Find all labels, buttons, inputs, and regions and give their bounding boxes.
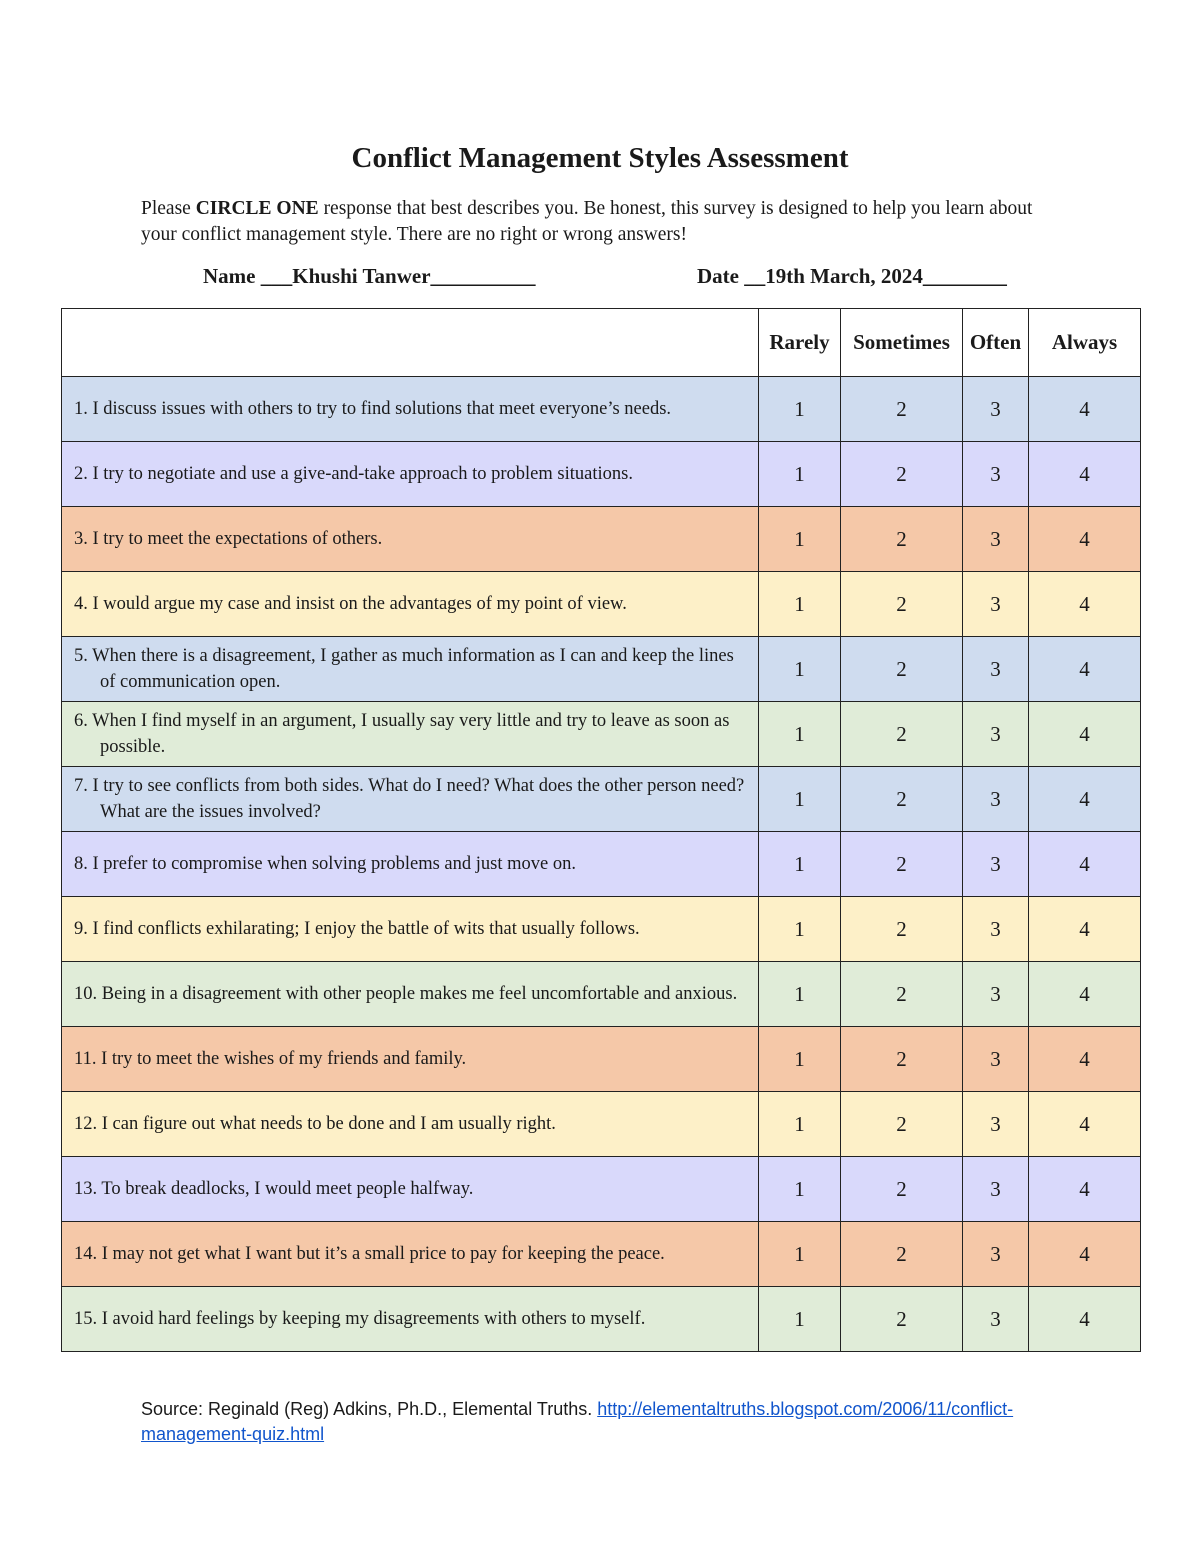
table-row: [62, 572, 1141, 637]
response-option-sometimes[interactable]: 2: [841, 637, 963, 702]
question-text: 14. I may not get what I want but it’s a small price to pay for keeping the peace.: [74, 1244, 665, 1264]
table-row: [62, 1027, 1141, 1092]
table-row: [62, 1222, 1141, 1287]
survey-body: [62, 377, 1141, 1352]
response-option-often[interactable]: 3: [963, 507, 1029, 572]
response-option-sometimes[interactable]: 2: [841, 832, 963, 897]
table-row: [62, 1092, 1141, 1157]
question-text: 13. To break deadlocks, I would meet people halfway.: [74, 1179, 474, 1199]
question-cell: [62, 897, 759, 962]
table-row: [62, 637, 1141, 702]
question-cell: [62, 962, 759, 1027]
response-option-rarely[interactable]: 1: [759, 507, 841, 572]
response-option-always[interactable]: 4: [1029, 832, 1141, 897]
response-option-always[interactable]: 4: [1029, 507, 1141, 572]
name-date-row: [0, 264, 1200, 294]
response-option-rarely[interactable]: 1: [759, 702, 841, 767]
column-header-often: Often: [963, 309, 1029, 377]
response-option-sometimes[interactable]: 2: [841, 1027, 963, 1092]
response-option-often[interactable]: 3: [963, 1287, 1029, 1352]
question-text: 3. I try to meet the expectations of others.: [74, 529, 383, 549]
table-row: [62, 897, 1141, 962]
response-option-often[interactable]: 3: [963, 572, 1029, 637]
response-option-rarely[interactable]: 1: [759, 442, 841, 507]
source-text: Source: Reginald (Reg) Adkins, Ph.D., Elemental Truths.: [141, 1399, 598, 1419]
response-option-rarely[interactable]: 1: [759, 1157, 841, 1222]
response-option-sometimes[interactable]: 2: [841, 442, 963, 507]
instructions-pre: Please: [141, 198, 196, 219]
response-option-often[interactable]: 3: [963, 832, 1029, 897]
question-cell: [62, 1287, 759, 1352]
response-option-often[interactable]: 3: [963, 1027, 1029, 1092]
question-text: 6. When I find myself in an argument, I usually say very little and try to leave as soon as possible.: [74, 711, 730, 757]
response-option-always[interactable]: 4: [1029, 1027, 1141, 1092]
question-cell: [62, 832, 759, 897]
question-cell: [62, 507, 759, 572]
table-row: [62, 1157, 1141, 1222]
response-option-sometimes[interactable]: 2: [841, 1287, 963, 1352]
response-option-sometimes[interactable]: 2: [841, 377, 963, 442]
instructions: [141, 196, 1061, 248]
response-option-rarely[interactable]: 1: [759, 767, 841, 832]
response-option-often[interactable]: 3: [963, 897, 1029, 962]
response-option-always[interactable]: 4: [1029, 442, 1141, 507]
table-row: [62, 832, 1141, 897]
column-header-always: Always: [1029, 309, 1141, 377]
response-option-often[interactable]: 3: [963, 637, 1029, 702]
response-option-always[interactable]: 4: [1029, 897, 1141, 962]
question-cell: [62, 1092, 759, 1157]
response-option-always[interactable]: 4: [1029, 1157, 1141, 1222]
question-cell: [62, 767, 759, 832]
instructions-emphasis: CIRCLE ONE: [195, 198, 319, 219]
table-row: [62, 1287, 1141, 1352]
question-text: 1. I discuss issues with others to try to find solutions that meet everyone’s needs.: [74, 399, 672, 419]
question-cell: [62, 442, 759, 507]
response-option-always[interactable]: 4: [1029, 1222, 1141, 1287]
question-cell: [62, 1027, 759, 1092]
response-option-rarely[interactable]: 1: [759, 897, 841, 962]
response-option-sometimes[interactable]: 2: [841, 1222, 963, 1287]
response-option-sometimes[interactable]: 2: [841, 767, 963, 832]
question-text: 9. I find conflicts exhilarating; I enjoy the battle of wits that usually follows.: [74, 919, 640, 939]
response-option-often[interactable]: 3: [963, 1222, 1029, 1287]
question-text: 12. I can figure out what needs to be done and I am usually right.: [74, 1114, 556, 1134]
response-option-sometimes[interactable]: 2: [841, 702, 963, 767]
question-text: 2. I try to negotiate and use a give-and-take approach to problem situations.: [74, 464, 633, 484]
table-row: [62, 377, 1141, 442]
response-option-always[interactable]: 4: [1029, 1092, 1141, 1157]
question-cell: [62, 1157, 759, 1222]
response-option-rarely[interactable]: 1: [759, 572, 841, 637]
response-option-sometimes[interactable]: 2: [841, 507, 963, 572]
response-option-rarely[interactable]: 1: [759, 1287, 841, 1352]
instructions-post: response that best describes you. Be honest, this survey is designed to help you learn about your conflict management style. There are no right or wrong answers!: [141, 198, 1033, 245]
response-option-always[interactable]: 4: [1029, 637, 1141, 702]
response-option-rarely[interactable]: 1: [759, 637, 841, 702]
page-title: Conflict Management Styles Assessment: [351, 142, 849, 174]
question-text: 15. I avoid hard feelings by keeping my disagreements with others to myself.: [74, 1309, 646, 1329]
question-cell: [62, 1222, 759, 1287]
response-option-often[interactable]: 3: [963, 442, 1029, 507]
source-link[interactable]: http://elementaltruths.blogspot.com/2006/11/conflict-management-quiz.html: [141, 1399, 1014, 1444]
question-text: 8. I prefer to compromise when solving problems and just move on.: [74, 854, 576, 874]
name-field[interactable]: Name ___Khushi Tanwer__________: [203, 264, 536, 288]
source-citation: [141, 1397, 1041, 1447]
table-row: [62, 507, 1141, 572]
question-text: 4. I would argue my case and insist on the advantages of my point of view.: [74, 594, 627, 614]
response-option-often[interactable]: 3: [963, 1092, 1029, 1157]
response-option-always[interactable]: 4: [1029, 377, 1141, 442]
response-option-sometimes[interactable]: 2: [841, 1092, 963, 1157]
response-option-always[interactable]: 4: [1029, 572, 1141, 637]
response-option-rarely[interactable]: 1: [759, 377, 841, 442]
question-cell: [62, 572, 759, 637]
response-option-rarely[interactable]: 1: [759, 962, 841, 1027]
response-option-rarely[interactable]: 1: [759, 832, 841, 897]
table-header-row: [62, 309, 1141, 377]
response-option-often[interactable]: 3: [963, 1157, 1029, 1222]
response-option-often[interactable]: 3: [963, 767, 1029, 832]
question-text: 11. I try to meet the wishes of my friends and family.: [74, 1049, 467, 1069]
survey-table: [61, 308, 1141, 1352]
response-option-rarely[interactable]: 1: [759, 1027, 841, 1092]
question-text: 5. When there is a disagreement, I gather as much information as I can and keep the lines of communication open.: [74, 646, 734, 692]
response-option-rarely[interactable]: 1: [759, 1222, 841, 1287]
response-option-always[interactable]: 4: [1029, 962, 1141, 1027]
response-option-often[interactable]: 3: [963, 962, 1029, 1027]
response-option-often[interactable]: 3: [963, 702, 1029, 767]
date-field[interactable]: Date __19th March, 2024________: [697, 264, 1007, 288]
response-option-sometimes[interactable]: 2: [841, 572, 963, 637]
response-option-rarely[interactable]: 1: [759, 1092, 841, 1157]
question-column-header: [62, 309, 759, 377]
response-option-sometimes[interactable]: 2: [841, 897, 963, 962]
table-row: [62, 442, 1141, 507]
response-option-always[interactable]: 4: [1029, 767, 1141, 832]
question-text: 7. I try to see conflicts from both sides. What do I need? What does the other person need? What are the issues involved?: [74, 776, 745, 822]
response-option-sometimes[interactable]: 2: [841, 962, 963, 1027]
response-option-sometimes[interactable]: 2: [841, 1157, 963, 1222]
column-header-sometimes: Sometimes: [841, 309, 963, 377]
question-cell: [62, 637, 759, 702]
question-cell: [62, 702, 759, 767]
table-row: [62, 767, 1141, 832]
table-row: [62, 702, 1141, 767]
response-option-always[interactable]: 4: [1029, 702, 1141, 767]
question-cell: [62, 377, 759, 442]
column-header-rarely: Rarely: [759, 309, 841, 377]
question-text: 10. Being in a disagreement with other people makes me feel uncomfortable and anxious.: [74, 984, 738, 1004]
response-option-often[interactable]: 3: [963, 377, 1029, 442]
response-option-always[interactable]: 4: [1029, 1287, 1141, 1352]
table-row: [62, 962, 1141, 1027]
